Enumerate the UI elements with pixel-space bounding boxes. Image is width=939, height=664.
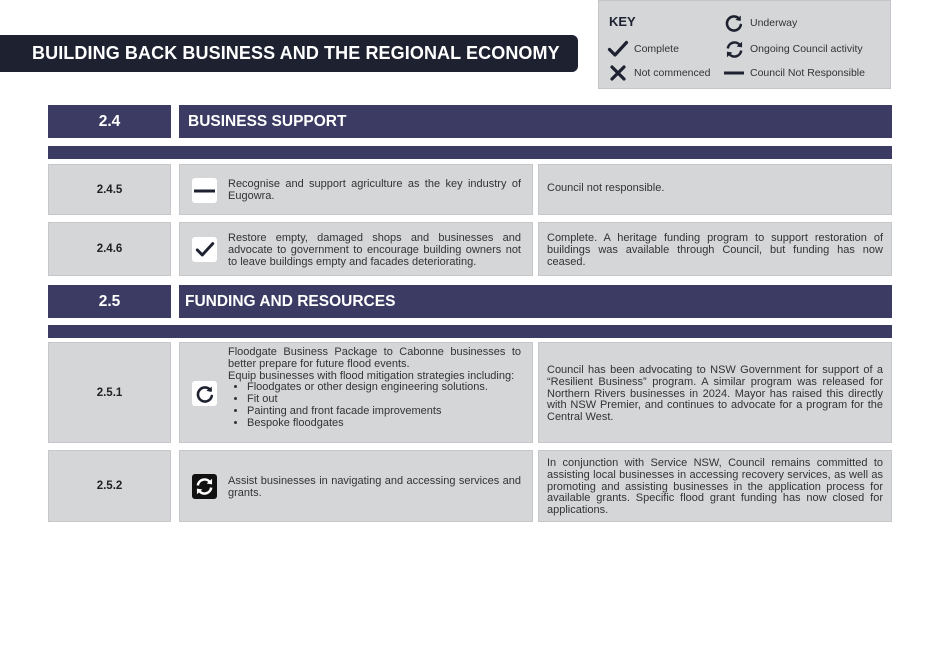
status-key — [598, 0, 891, 89]
check-icon — [607, 39, 629, 59]
list-item: • Painting and front facade improvements — [247, 406, 521, 418]
ongoing-icon — [192, 474, 217, 499]
bullet-list — [247, 382, 521, 429]
underway-icon — [723, 13, 745, 33]
list-item: • Floodgates or other design engineering solutions. — [247, 382, 521, 394]
row-description — [179, 342, 533, 443]
row-status — [538, 164, 892, 215]
description-text: Restore empty, damaged shops and businesses and advocate to government to encourage building owners not to leave buildings empty and facades deteriorating. — [228, 232, 521, 268]
list-item: • Fit out — [247, 394, 521, 406]
description-text: Floodgate Business Package to Cabonne businesses to better prepare for future flood events. Equip businesses with flood mitigation strategies including: • Floodgates or other design engineering solutions. • Fit out • Painting and front facade improvements • Bespoke floodgates — [228, 347, 521, 430]
section-number: 2.4 — [48, 105, 171, 138]
row-description — [179, 164, 533, 215]
status-text: In conjunction with Service NSW, Council remains committed to assisting local businesses in accessing recovery services, as well as promoting and assisting businesses in the application process for available grants. Specific flood grant funding has now closed for applications. — [547, 457, 883, 517]
row-status — [538, 450, 892, 522]
row-status — [538, 222, 892, 276]
key-item-ongoing: Ongoing Council activity — [723, 39, 863, 59]
cross-icon — [607, 63, 629, 83]
key-item-not-commenced: Not commenced — [607, 63, 710, 83]
section-title: FUNDING AND RESOURCES — [179, 285, 892, 318]
row-status — [538, 342, 892, 443]
dash-icon — [723, 63, 745, 83]
row-id: 2.5.2 — [48, 450, 171, 522]
key-item-underway: Underway — [723, 13, 797, 33]
row-description — [179, 450, 533, 522]
dash-icon — [192, 178, 217, 203]
key-item-complete: Complete — [607, 39, 679, 59]
underway-icon — [192, 381, 217, 406]
row-description — [179, 222, 533, 276]
section-title: BUSINESS SUPPORT — [179, 105, 892, 138]
key-item-not-responsible: Council Not Responsible — [723, 63, 865, 83]
check-icon — [192, 237, 217, 262]
status-text: Complete. A heritage funding program to support restoration of buildings was available through Council, but funding has now ceased. — [547, 232, 883, 268]
status-text: Council has been advocating to NSW Government for support of a “Resilient Business” program. A similar program was released for Northern Rivers businesses in 2024. Mayor has raised this directly with NSW Premier, and continues to advocate for a program for the Central West. — [547, 364, 883, 424]
section-divider — [48, 325, 892, 338]
row-id: 2.5.1 — [48, 342, 171, 443]
key-title: KEY — [609, 14, 636, 29]
description-text: Recognise and support agriculture as the key industry of Eugowra. — [228, 178, 521, 202]
page-title: BUILDING BACK BUSINESS AND THE REGIONAL ECONOMY — [0, 35, 578, 72]
status-text: Council not responsible. — [547, 182, 665, 194]
section-number: 2.5 — [48, 285, 171, 318]
section-divider — [48, 146, 892, 159]
description-text: Assist businesses in navigating and accessing services and grants. — [228, 475, 521, 499]
ongoing-icon — [723, 39, 745, 59]
row-id: 2.4.6 — [48, 222, 171, 276]
row-id: 2.4.5 — [48, 164, 171, 215]
list-item: • Bespoke floodgates — [247, 418, 521, 430]
